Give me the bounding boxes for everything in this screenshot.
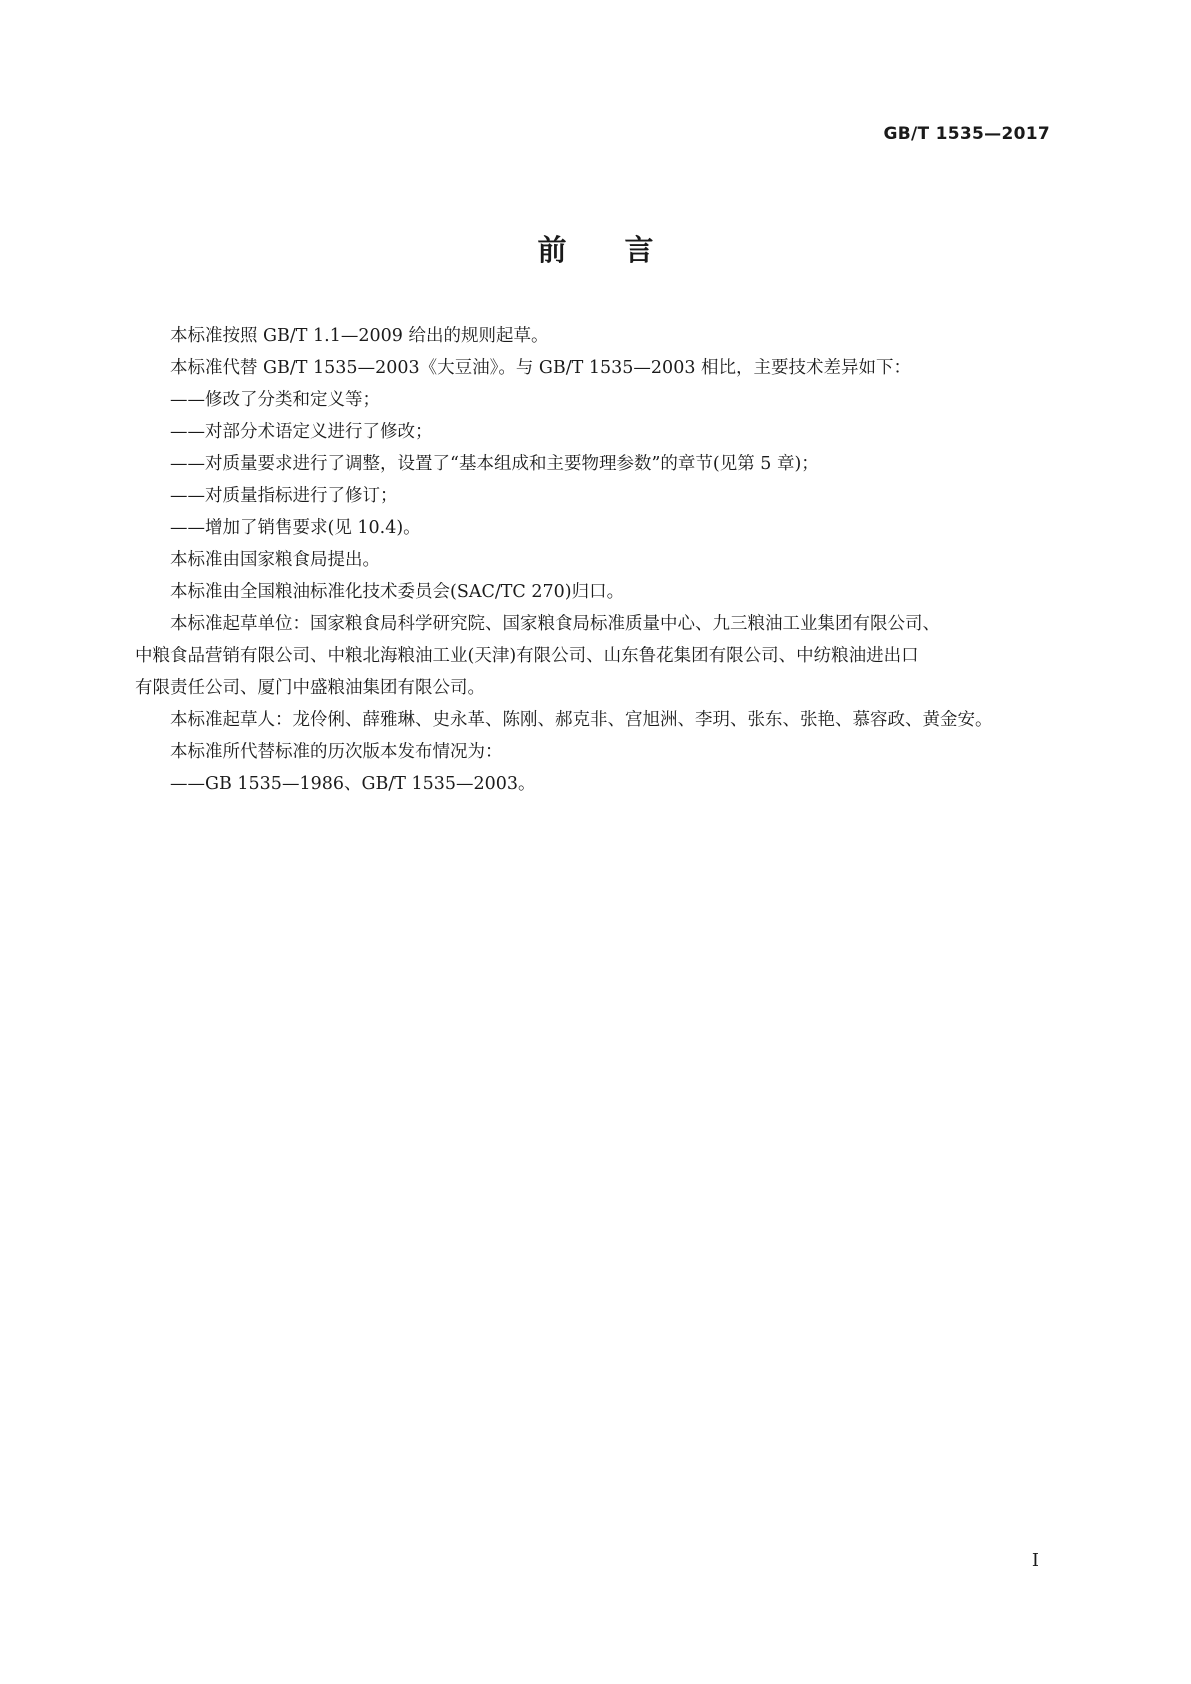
drafting-units-line: 中粮食品营销有限公司、中粮北海粮油工业(天津)有限公司、山东鲁花集团有限公司、中纺粮油进出口 bbox=[135, 646, 919, 666]
list-item-change: ——对质量要求进行了调整，设置了“基本组成和主要物理参数”的章节(见第 5 章)； bbox=[170, 454, 819, 474]
paragraph-drafting-units bbox=[135, 608, 1055, 704]
drafting-units-line: 本标准起草单位：国家粮食局科学研究院、国家粮食局标准质量中心、九三粮油工业集团有限公司、 bbox=[170, 614, 940, 634]
standard-code: GB/T 1535—2017 bbox=[883, 124, 1050, 144]
paragraph-proposer: 本标准由国家粮食局提出。 bbox=[170, 550, 380, 570]
list-item-change: ——对部分术语定义进行了修改； bbox=[170, 422, 433, 442]
paragraph-drafting-rules: 本标准按照 GB/T 1.1—2009 给出的规则起草。 bbox=[170, 326, 549, 346]
paragraph-previous-versions: 本标准所代替标准的历次版本发布情况为： bbox=[170, 742, 503, 762]
page-title: 前言 bbox=[537, 233, 712, 267]
list-item-previous-version: ——GB 1535—1986、GB/T 1535—2003。 bbox=[170, 774, 536, 794]
list-item-change: ——增加了销售要求(见 10.4)。 bbox=[170, 518, 421, 538]
paragraph-centralized-by: 本标准由全国粮油标准化技术委员会(SAC/TC 270)归口。 bbox=[170, 582, 625, 602]
foreword-body bbox=[135, 320, 1055, 800]
page-number: I bbox=[1031, 1550, 1039, 1571]
list-item-change: ——修改了分类和定义等； bbox=[170, 390, 380, 410]
list-item-change: ——对质量指标进行了修订； bbox=[170, 486, 398, 506]
paragraph-drafters: 本标准起草人：龙伶俐、薛雅琳、史永革、陈刚、郝克非、宫旭洲、李玥、张东、张艳、慕容政、黄金安。 bbox=[170, 710, 993, 730]
paragraph-replacement: 本标准代替 GB/T 1535—2003《大豆油》。与 GB/T 1535—2003 相比，主要技术差异如下： bbox=[170, 358, 912, 378]
drafting-units-line: 有限责任公司、厦门中盛粮油集团有限公司。 bbox=[135, 678, 485, 698]
